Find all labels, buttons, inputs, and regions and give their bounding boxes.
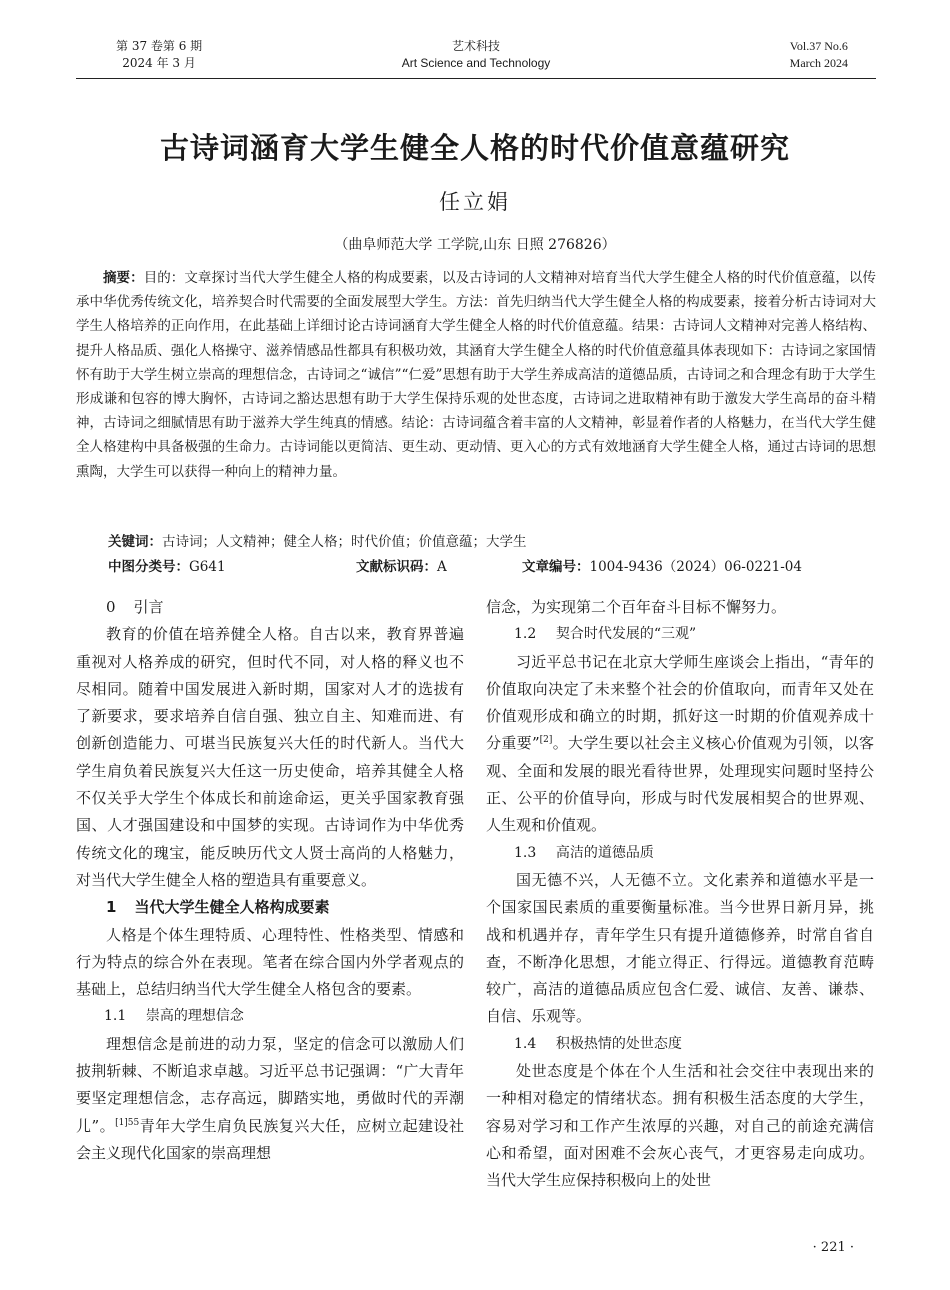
keywords-label: 关键词： [108, 534, 162, 550]
paragraph: 教育的价值在培养健全人格。自古以来，教育界普遍重视对人格养成的研究，但时代不同，对人格的释义也不尽相同。随着中国发展进入新时期，国家对人才的选拔有了新要求，要求培养自信自强、独立自主、知难而进、有创新创造能力、可堪当民族复兴大任的时代新人。当代大学生肩负着民族复兴大任这一历史使命，培养其健全人格不仅关乎大学生个体成长和前途命运，更关乎国家教育强国、人才强国建设和中国梦的实现。古诗词作为中华优秀传统文化的瑰宝，能反映历代文人贤士高尚的人格魅力，对当代大学生健全人格的塑造具有重要意义。 [76, 625, 464, 889]
document-code: 文献标识码：A [356, 559, 447, 575]
header-volume-issue: 第 37 卷第 6 期 2024 年 3 月 [116, 39, 203, 70]
page-number: · 221 · [812, 1240, 854, 1255]
citation[interactable]: [1]55 [115, 1117, 140, 1128]
classification-row [108, 556, 878, 578]
paragraph: 处世态度是个体在个人生活和社会交往中表现出来的一种相对稳定的情绪状态。拥有积极生活态度的大学生，容易对学习和工作产生浓厚的兴趣，对自己的前途充满信心和希望，面对困难不会灰心丧气，才更容易走向成功。当代大学生应保持积极向上的处世 [486, 1062, 874, 1190]
clc-number: 中图分类号：G641 [108, 559, 226, 575]
paragraph: 理想信念是前进的动力泵，坚定的信念可以激励人们披荆斩棘、不断追求卓越。习近平总书记强调：“广大青年要坚定理想信念，志存高远，脚踏实地，勇做时代的弄潮儿”。$^{[1]55}$青年大学生肩负民族复兴大任，应树立起建设社会主义现代化国家的崇高理想 [76, 1034, 464, 1162]
article-number: 文章编号：1004-9436（2024）06-0221-04 [522, 559, 802, 575]
section-heading: 1 当代大学生健全人格构成要素 [106, 898, 330, 917]
right-column [486, 594, 874, 1195]
author-name: 任立娟 [439, 190, 511, 214]
author-affiliation: （曲阜师范大学 工学院,山东 日照 276826） [334, 237, 616, 253]
abstract-text: 目的：文章探讨当代大学生健全人格的构成要素，以及古诗词的人文精神对培育当代大学生健全人格的时代价值意蕴，以传承中华优秀传统文化，培养契合时代需要的全面发展型大学生。方法：首先归纳当代大学生健全人格的构成要素，接着分析古诗词对大学生人格培养的正向作用，在此基础上详细讨论古诗词涵育大学生健全人格的时代价值意蕴。结果：古诗词人文精神对完善人格结构、提升人格品质、强化人格操守、滋养情感品性都具有积极功效，其涵育大学生健全人格的时代价值意蕴具体表现如下：古诗词之家国情怀有助于大学生树立崇高的理想信念，古诗词之“诚信”“仁爱”思想有助于大学生养成高洁的道德品质，古诗词之和合理念有助于大学生形成谦和包容的博大胸怀，古诗词之豁达思想有助于大学生保持乐观的处世态度，古诗词之进取精神有助于激发大学生高昂的奋斗精神，古诗词之细腻情思有助于滋养大学生纯真的情感。结论：古诗词蕴含着丰富的人文精神，彰显着作者的人格魅力，在当代大学生健全人格建构中具备极强的生命力。古诗词能以更简洁、更生动、更动情、更入心的方式有效地涵育大学生健全人格，通过古诗词的思想熏陶，大学生可以获得一种向上的精神力量。 [76, 270, 876, 480]
running-header [76, 38, 876, 79]
abstract [76, 266, 876, 484]
citation[interactable]: [2] [539, 735, 553, 746]
abstract-label: 摘要： [103, 270, 144, 286]
section-heading: 0 引言 [106, 598, 164, 616]
paragraph: 习近平总书记在北京大学师生座谈会上指出，“青年的价值取向决定了未来整个社会的价值取向，而青年又处在价值观形成和确立的时期，抓好这一时期的价值观养成十分重要”[2]。大学生要以社会主义核心价值观为引领，以客观、全面和发展的眼光看待世界，处理现实问题时坚持公正、公平的价值导向，形成与时代发展相契合的世界观、人生观和价值观。 [486, 652, 874, 835]
paragraph: 信念，为实现第二个百年奋斗目标不懈努力。 [486, 598, 787, 616]
subsection-heading: 1.1 崇高的理想信念 [104, 1008, 244, 1025]
header-journal-name: 艺术科技 Art Science and Technology [401, 39, 551, 70]
subsection-heading: 1.2 契合时代发展的“三观” [514, 626, 697, 643]
header-volume-english: Vol.37 No.6 March 2024 [789, 39, 848, 70]
keywords [108, 531, 527, 553]
subsection-heading: 1.3 高洁的道德品质 [514, 844, 654, 861]
keywords-text: 古诗词；人文精神；健全人格；时代价值；价值意蕴；大学生 [162, 534, 527, 550]
paragraph: 人格是个体生理特质、心理特性、性格类型、情感和行为特点的综合外在表现。笔者在综合国内外学者观点的基础上，总结归纳当代大学生健全人格包含的要素。 [76, 925, 464, 999]
subsection-heading: 1.4 积极热情的处世态度 [514, 1035, 682, 1052]
paper-title: 古诗词涵育大学生健全人格的时代价值意蕴研究 [159, 131, 790, 165]
paragraph: 国无德不兴，人无德不立。文化素养和道德水平是一个国家国民素质的重要衡量标准。当今世界日新月异，挑战和机遇并存，青年学生只有提升道德修养，时常自省自查，不断净化思想，才能立得正、行得远。道德教育范畴较广，高洁的道德品质应包含仁爱、诚信、友善、谦恭、自信、乐观等。 [486, 870, 874, 1026]
left-column [76, 594, 464, 1167]
